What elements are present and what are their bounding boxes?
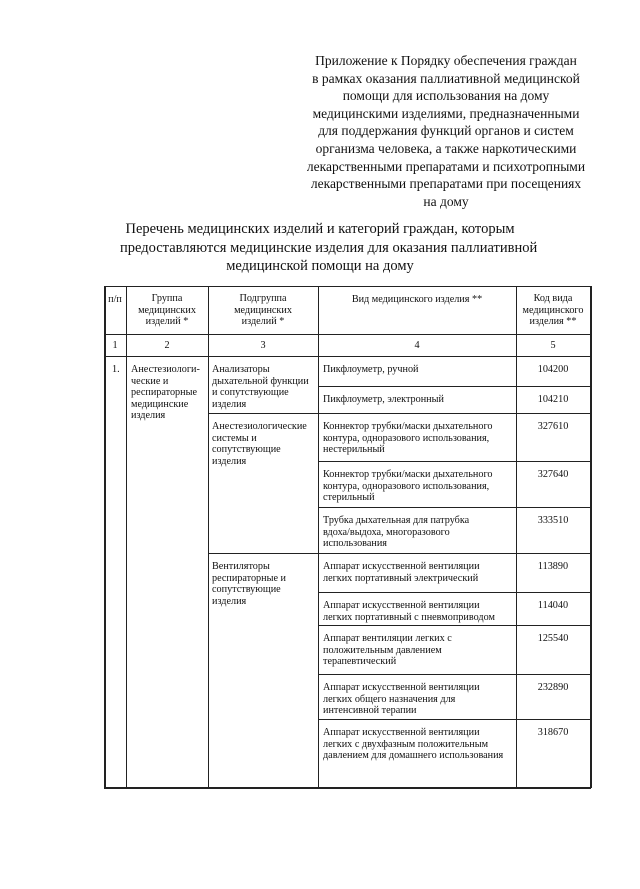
column-number — [128, 340, 206, 352]
subgroup-divider — [208, 553, 318, 554]
header-cell-line: п/п — [108, 294, 122, 305]
header-cell-line: медицинских — [138, 304, 196, 316]
appendix-line: лекарственными препаратами и психотропными — [306, 158, 586, 174]
appendix-note — [290, 52, 602, 210]
item-name-line: нестерильный — [323, 444, 385, 456]
subgroup-cell-line: Анестезиологические — [212, 421, 307, 432]
number-row-divider — [104, 356, 591, 357]
column-number — [210, 340, 316, 352]
subgroup-cell-line: изделия — [212, 455, 247, 467]
item-code-line: 104200 — [537, 364, 569, 375]
item-name-line: терапевтический — [323, 656, 397, 668]
item-name — [323, 469, 513, 504]
item-name-line: Трубка дыхательная для патрубка — [323, 515, 470, 526]
header-cell — [128, 293, 206, 328]
item-code-line: 318670 — [537, 727, 569, 738]
column-divider — [516, 286, 517, 787]
header-cell-line: Код вида — [533, 293, 573, 304]
column-divider — [318, 286, 319, 787]
item-code — [518, 600, 588, 612]
column-number-line: 4 — [414, 340, 420, 351]
item-name-line: контура, одноразового использования, — [323, 432, 490, 444]
subgroup-cell-line: дыхательной функции — [212, 375, 309, 387]
item-row-divider — [318, 592, 590, 593]
item-code-line: 113890 — [537, 561, 569, 572]
subgroup-cell-line: системы и — [212, 432, 257, 444]
subgroup-cell-line: сопутствующие — [212, 584, 281, 596]
item-name — [323, 394, 513, 406]
table-border-top — [104, 286, 591, 287]
item-name-line: использования — [323, 538, 387, 550]
title-line: Перечень медицинских изделий и категорий граждан, которым — [125, 221, 515, 237]
header-cell-line: Подгруппа — [239, 293, 287, 304]
table-border-right — [590, 286, 592, 788]
item-code-line: 125540 — [537, 633, 569, 644]
subgroup-cell — [212, 364, 316, 410]
item-name-line: контура, одноразового использования, — [323, 480, 490, 492]
appendix-line: для поддержания функций органов и систем — [318, 123, 574, 139]
item-code — [518, 633, 588, 645]
item-code — [518, 561, 588, 573]
appendix-line: на дому — [423, 193, 469, 209]
header-divider — [104, 334, 591, 335]
header-cell — [518, 293, 588, 328]
item-name-line: легких портативный с пневмоприводом — [323, 611, 495, 623]
subgroup-cell — [212, 561, 316, 607]
group-cell — [131, 364, 207, 422]
item-name-line: Аппарат искусственной вентиляции — [323, 561, 480, 572]
item-row-divider — [318, 719, 590, 720]
appendix-line: Приложение к Порядку обеспечения граждан — [315, 53, 577, 68]
document-title — [120, 220, 538, 276]
appendix-line: лекарственными препаратами при посещениях — [310, 176, 582, 192]
item-name-line: положительным давлением — [323, 644, 442, 656]
column-number-line: 2 — [164, 340, 170, 351]
item-name-line: интенсивной терапии — [323, 705, 417, 717]
item-row-divider — [318, 625, 590, 626]
row-number-line: 1. — [112, 364, 120, 375]
subgroup-cell-line: Анализаторы — [212, 364, 270, 375]
subgroup-cell-line: респираторные и — [212, 572, 286, 584]
item-row-divider — [318, 413, 590, 414]
header-cell-line: медицинского — [522, 304, 584, 316]
header-cell — [320, 294, 514, 306]
appendix-line: в рамках оказания паллиативной медицинской — [312, 70, 580, 86]
title-line: предоставляются медицинские изделия для оказания паллиативной — [120, 239, 538, 256]
item-name — [323, 515, 513, 550]
table-border-left — [104, 286, 106, 788]
group-cell-line: медицинские — [131, 398, 189, 410]
item-name-line: Коннектор трубки/маски дыхательного — [323, 469, 493, 480]
header-cell — [106, 294, 124, 306]
item-name — [323, 421, 513, 456]
column-number-line: 1 — [112, 340, 118, 351]
item-row-divider — [318, 461, 590, 462]
column-number-line: 3 — [260, 340, 266, 351]
item-code — [518, 394, 588, 406]
table-border-bottom — [104, 787, 591, 789]
item-code — [518, 469, 588, 481]
header-cell-line: Вид медицинского изделия ** — [351, 294, 483, 305]
item-name-line: стерильный — [323, 492, 375, 504]
item-name — [323, 600, 513, 623]
item-code-line: 114040 — [537, 600, 569, 611]
item-code-line: 333510 — [537, 515, 569, 526]
item-code-line: 327640 — [537, 469, 569, 480]
item-code — [518, 421, 588, 433]
group-cell-line: изделия — [131, 410, 166, 422]
item-name — [323, 633, 513, 668]
column-divider — [208, 286, 209, 787]
header-cell-line: изделий * — [241, 316, 285, 328]
group-cell-line: Анестезиологи- — [131, 364, 200, 375]
item-code — [518, 364, 588, 376]
item-name-line: Пикфлоуметр, электронный — [323, 394, 444, 405]
header-cell-line: Группа — [151, 293, 183, 304]
subgroup-cell — [212, 421, 316, 467]
item-name-line: легких с двухфазным положительным — [323, 738, 489, 750]
header-cell-line: изделия ** — [529, 316, 577, 328]
item-row-divider — [318, 507, 590, 508]
subgroup-cell-line: Вентиляторы — [212, 561, 270, 572]
item-code — [518, 515, 588, 527]
appendix-line: помощи для использования на дому — [342, 88, 550, 104]
item-row-divider — [318, 386, 590, 387]
appendix-line: медицинскими изделиями, предназначенными — [312, 105, 580, 121]
item-name-line: легких портативный электрический — [323, 572, 479, 584]
column-number — [518, 340, 588, 352]
item-name — [323, 364, 513, 376]
row-number — [112, 364, 132, 376]
column-number — [320, 340, 514, 352]
subgroup-divider — [208, 413, 318, 414]
column-divider — [126, 286, 127, 787]
item-name-line: легких общего назначения для — [323, 693, 456, 705]
group-cell-line: респираторные — [131, 387, 197, 399]
subgroup-cell-line: и сопутствующие — [212, 387, 289, 399]
item-name-line: Коннектор трубки/маски дыхательного — [323, 421, 493, 432]
header-cell-line: медицинских — [234, 304, 292, 316]
item-name-line: Аппарат искусственной вентиляции — [323, 727, 480, 738]
item-code — [518, 682, 588, 694]
title-line: медицинской помощи на дому — [226, 258, 414, 275]
item-code-line: 232890 — [537, 682, 569, 693]
column-number-line: 5 — [550, 340, 556, 351]
column-number — [106, 340, 124, 352]
header-cell-line: изделий * — [145, 316, 189, 328]
subgroup-cell-line: изделия — [212, 595, 247, 607]
item-row-divider — [318, 553, 590, 554]
item-code-line: 327610 — [537, 421, 569, 432]
item-name — [323, 682, 513, 717]
subgroup-cell-line: сопутствующие — [212, 444, 281, 456]
item-name — [323, 561, 513, 584]
item-name-line: давлением для домашнего использования — [323, 750, 504, 762]
item-name-line: Аппарат вентиляции легких с — [323, 633, 452, 644]
item-name-line: вдоха/выдоха, многоразового — [323, 526, 450, 538]
item-name-line: Аппарат искусственной вентиляции — [323, 682, 480, 693]
item-code-line: 104210 — [537, 394, 569, 405]
item-name — [323, 727, 513, 762]
subgroup-cell-line: изделия — [212, 398, 247, 410]
item-code — [518, 727, 588, 739]
item-name-line: Аппарат искусственной вентиляции — [323, 600, 480, 611]
header-cell — [210, 293, 316, 328]
item-name-line: Пикфлоуметр, ручной — [323, 364, 419, 375]
appendix-line: организма человека, а также наркотическими — [315, 140, 577, 156]
group-cell-line: ческие и — [131, 375, 169, 387]
item-row-divider — [318, 674, 590, 675]
